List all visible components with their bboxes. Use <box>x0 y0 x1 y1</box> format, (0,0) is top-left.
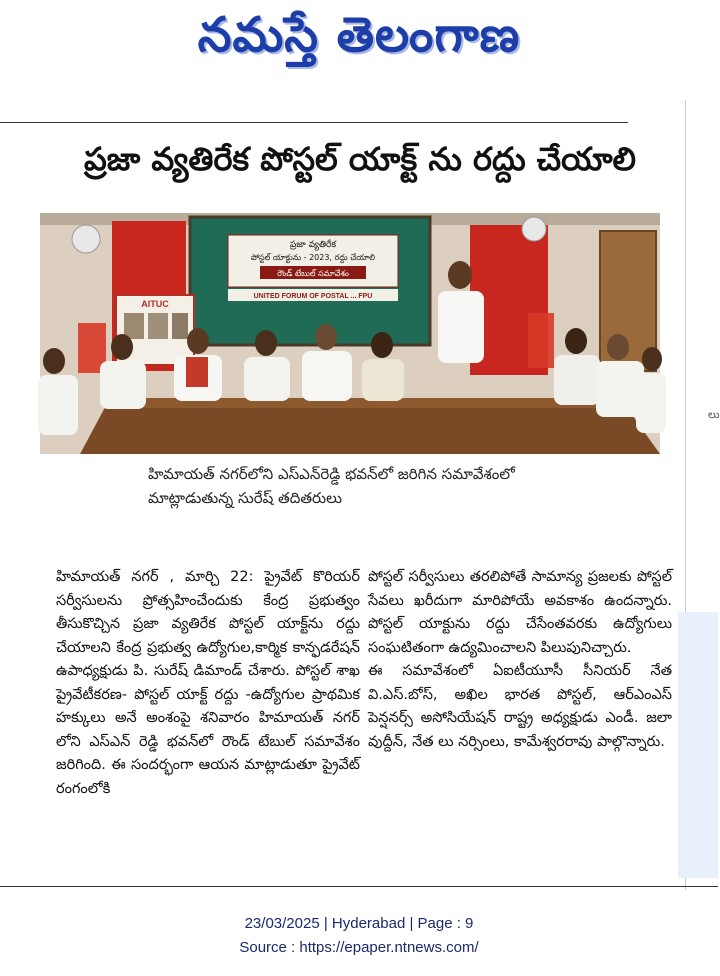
page-footer <box>0 912 718 960</box>
speaker-body <box>438 291 484 363</box>
bottom-divider <box>0 886 718 887</box>
speaker-head <box>448 261 472 289</box>
wall-fan-left <box>72 225 100 253</box>
banner-line-3: రౌండ్ టేబుల్ సమావేశం <box>277 269 349 278</box>
aituc-sign-text: AITUC <box>141 299 169 309</box>
article-paragraph: హిమాయత్ నగర్ , మార్చి 22: ప్రైవేట్ కొరియర్ సర్వీసులను ప్రోత్సహించేందుకు కేంద్ర ప్రభుత్వం తీసుకొచ్చిన ప్రజా వ్యతిరేక పోస్టల్ యాక్ట్‌ను రద్దు చేయాలని కేంద్ర ప్రభుత్వ ఉద్యోగుల,కార్మిక కాన్ఫడరేషన్ ఉపాధ్యక్షుడు పి. సురేష్ డిమాండ్ చేశారు. పోస్టల్ శాఖ ప్రైవేటీకరణ- పోస్టల్ యాక్ట్ రద్దు -ఉద్యోగుల ప్రాథమిక హక్కులు అనే అంశంపై శనివారం హిమాయత్ నగర్ లోని ఎస్ఎన్ రెడ్డి భవన్‌లో రౌండ్ టేబుల్ సమావేశం జరిగింది. ఈ సందర్భంగా ఆయన మాట్లాడుతూ ప్రైవేట్ రంగంలోకి <box>56 569 360 797</box>
footer-date-edition: 23/03/2025 | Hyderabad | Page : 9 <box>244 915 474 932</box>
article-paragraph: ఈ సమావేశంలో ఏఐటీయూసీ సీనియర్ నేత వి.ఎస్.బోస్, అఖిల భారత పోస్టల్, ఆర్ఎంఎస్ పెన్షనర్స్ అసోసియేషన్ రాష్ట్ర అధ్యక్షుడు ఎండీ. జలా వుద్దీన్, నేత లు నర్సింలు, కామేశ్వరరావు పాల్గొన్నారు. <box>368 663 672 750</box>
article-paragraph: పోస్టల్ సర్వీసులు తరలిపోతే సామాన్య ప్రజలకు పోస్టల్ సేవలు ఖరీదుగా మారిపోయే అవకాశం ఉందన్నారు. పోస్టల్ యాక్టును రద్దు చేసేంతవరకు ఉద్యోగులు సంఘటితంగా ఉద్యమించాలని పిలుపునిచ్చారు. <box>368 569 672 656</box>
masthead <box>0 0 718 82</box>
banner-line-4: UNITED FORUM OF POSTAL ... FPU <box>253 293 373 300</box>
article-column-2 <box>368 566 672 754</box>
caption-line-1: హిమాయత్ నగర్‌లోని ఎస్ఎన్‌రెడ్డి భవన్‌లో జరిగిన సమావేశంలో <box>148 465 515 483</box>
banner-line-2: పోస్టల్ యాక్టును - 2023, రద్దు చేయాలి <box>250 253 376 262</box>
banner-line-1: ప్రజా వ్యతిరేక <box>289 240 337 250</box>
meeting-photo-illustration <box>40 213 660 454</box>
article-headline: ప్రజా వ్యతిరేక పోస్టల్ యాక్ట్ ను రద్దు చేయాలి <box>84 140 636 178</box>
caption-line-2: మాట్లాడుతున్న సురేష్ తదితరులు <box>148 489 342 507</box>
adjacent-article-sliver <box>678 612 718 878</box>
photo-caption <box>148 462 648 510</box>
top-divider <box>0 122 628 123</box>
adjacent-article-text: లు <box>708 408 720 421</box>
newspaper-logo: నమస్తే తెలంగాణ <box>197 7 521 63</box>
article-column-1 <box>56 566 360 801</box>
wall-fan-right <box>522 217 546 241</box>
footer-source-link[interactable]: Source : https://epaper.ntnews.com/ <box>239 939 479 956</box>
news-photo <box>40 213 660 454</box>
